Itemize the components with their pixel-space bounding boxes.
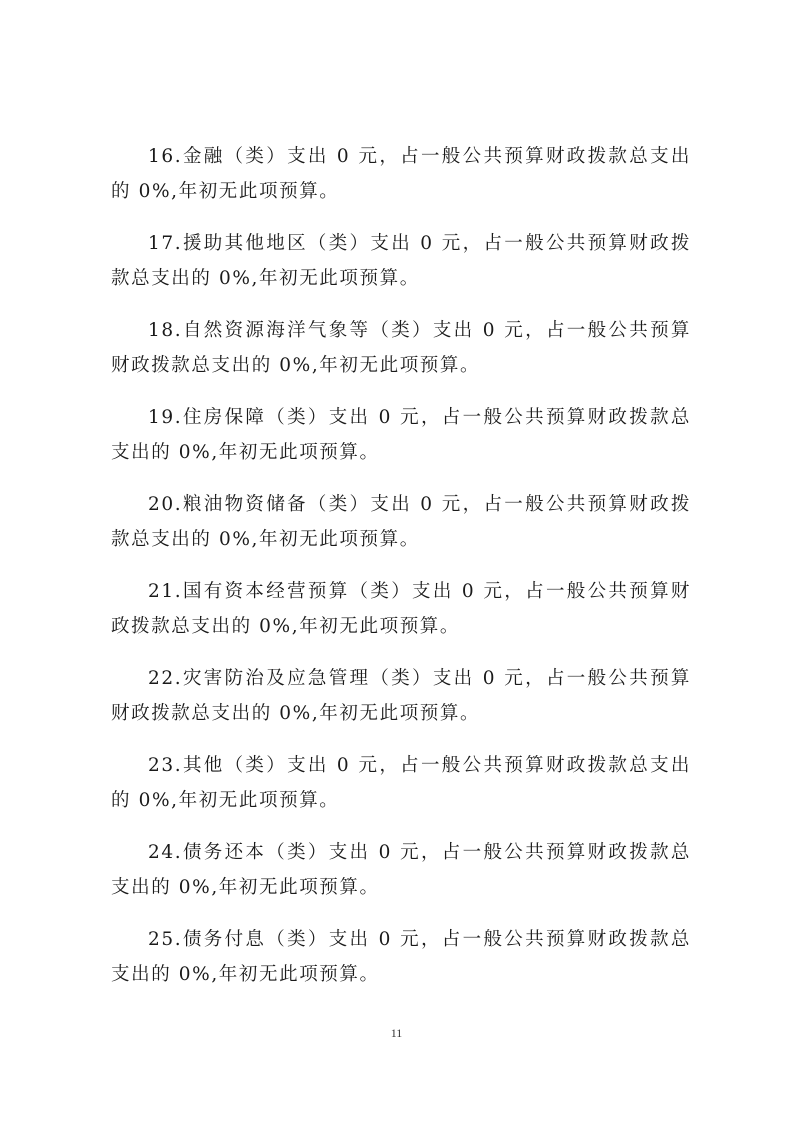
paragraph-aid-other-regions: 17.援助其他地区（类）支出 0 元，占一般公共预算财政拨款总支出的 0%,年初无此项预算。 [111,233,691,289]
paragraph-debt-principal: 24.债务还本（类）支出 0 元，占一般公共预算财政拨款总支出的 0%,年初无此项预算。 [111,842,691,898]
page-number: 11 [390,1026,403,1040]
paragraph-debt-interest: 25.债务付息（类）支出 0 元，占一般公共预算财政拨款总支出的 0%,年初无此项预算。 [111,929,691,985]
paragraph-state-capital: 21.国有资本经营预算（类）支出 0 元，占一般公共预算财政拨款总支出的 0%,年初无此项预算。 [111,581,691,637]
page-body [111,139,691,1009]
paragraph-other: 23.其他（类）支出 0 元，占一般公共预算财政拨款总支出的 0%,年初无此项预算。 [111,755,691,811]
paragraph-disaster-prevention: 22.灾害防治及应急管理（类）支出 0 元，占一般公共预算财政拨款总支出的 0%,年初无此项预算。 [111,668,691,724]
paragraph-housing: 19.住房保障（类）支出 0 元，占一般公共预算财政拨款总支出的 0%,年初无此项预算。 [111,407,691,463]
paragraph-finance: 16.金融（类）支出 0 元，占一般公共预算财政拨款总支出的 0%,年初无此项预算。 [111,146,691,202]
paragraph-grain-reserves: 20.粮油物资储备（类）支出 0 元，占一般公共预算财政拨款总支出的 0%,年初无此项预算。 [111,494,691,550]
paragraph-natural-resources: 18.自然资源海洋气象等（类）支出 0 元，占一般公共预算财政拨款总支出的 0%,年初无此项预算。 [111,320,691,376]
